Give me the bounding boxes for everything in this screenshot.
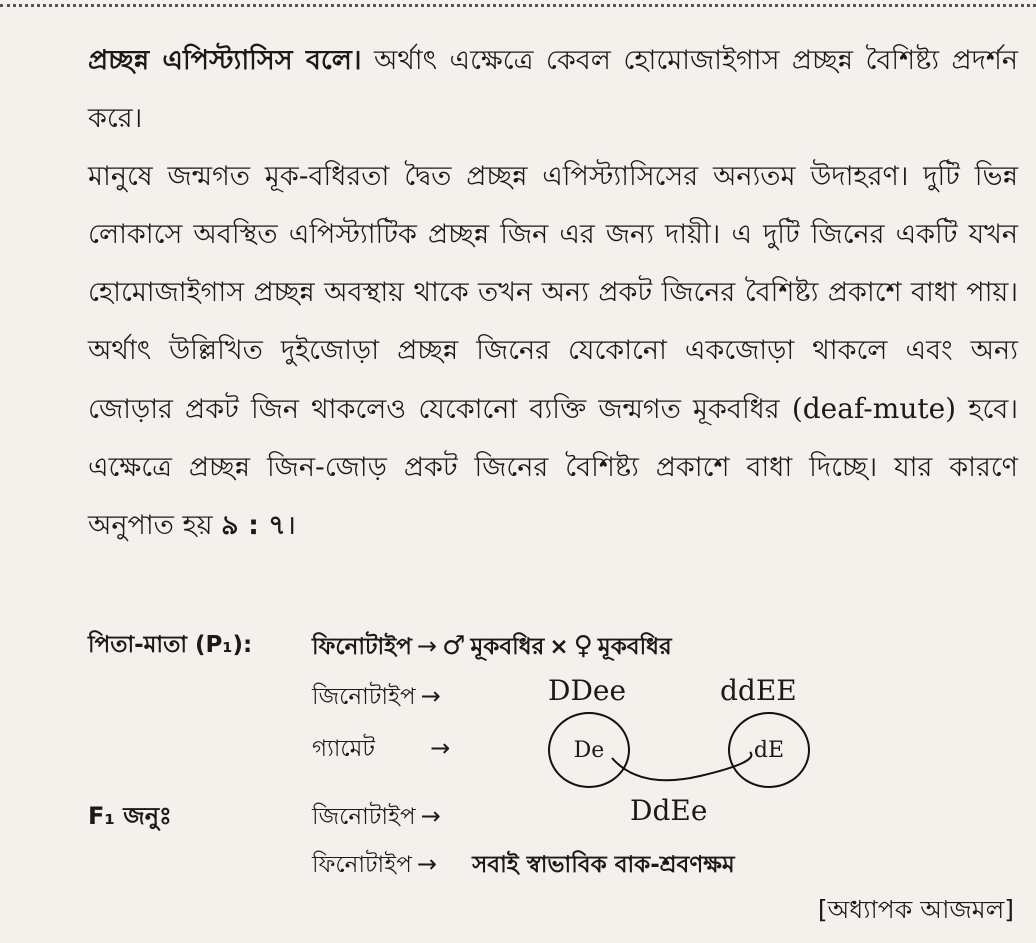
arrow-icon: → [420, 682, 441, 710]
male-symbol: ♂ [442, 631, 466, 661]
f1-genotype-row [312, 798, 441, 837]
f1-phenotype-label: ফিনোটাইপ [312, 852, 412, 878]
arrow-icon: → [430, 734, 451, 762]
deaf-mute-text-1: মানুষে জন্মগত মূক-বধিরতা দ্বৈত প্রচ্ছন্ন এপিস্ট্যাসিসের অন্যতম উদাহরণ। দুটি ভিন্ন লোকাসে অবস্থিত এপিস্ট্যাটিক প্রচ্ছন্ন জিন এর জন্য দায়ী। এ দুটি জিনের একটি যখন হোমোজাইগাস প্রচ্ছন্ন অবস্থায় থাকে তখন অন্য প্রকট জিনের বৈশিষ্ট্য প্রকাশে বাধা পায়। অর্থাৎ উল্লিখিত দুইজোড়া প্রচ্ছন্ন জিনের যেকোনো একজোড়া থাকলে এবং অন্য জোড়ার প্রকট জিন থাকলেও যেকোনো ব্যক্তি জন্মগত মূকবধির [88, 161, 1018, 425]
female-phenotype: মূকবধির [597, 634, 672, 660]
arrow-icon: → [416, 632, 438, 660]
gamete-label: গ্যামেট [312, 736, 375, 762]
ratio-value: ৯ : ৭ [221, 510, 286, 541]
female-genotype: ddEE [720, 674, 797, 707]
female-gamete-circle: dE [728, 712, 810, 788]
citation: [অধ্যাপক আজমল] [817, 895, 1014, 924]
f1-phenotype-row [312, 846, 735, 885]
f1-genotype: DdEe [630, 794, 708, 827]
intro-rest: অর্থাৎ এক্ষেত্রে কেবল হোমোজাইগাস প্রচ্ছন্ন বৈশিষ্ট্য প্রদর্শন করে। [88, 45, 1018, 134]
male-phenotype: মূকবধির [470, 634, 545, 660]
female-symbol: ♀ [573, 631, 593, 661]
arrow-icon: → [416, 850, 438, 878]
ratio-end: । [285, 510, 297, 541]
deaf-mute-text-2: হবে। এক্ষেত্রে প্রচ্ছন্ন জিন-জোড় প্রকট জিনের বৈশিষ্ট্য প্রকাশে বাধা দিচ্ছে। যার কারণে অনুপাত হয় [88, 394, 1018, 541]
parents-label: পিতা-মাতা (P₁): [88, 632, 253, 658]
arrow-icon: → [420, 802, 441, 830]
f1-label-wrap [88, 798, 172, 838]
cross-symbol: × [549, 634, 569, 660]
f1-label: F₁ জনুঃ [88, 802, 172, 830]
intro-lead: প্রচ্ছন্ন এপিস্ট্যাসিস বলে। [88, 45, 362, 76]
f1-genotype-label: জিনোটাইপ [312, 804, 416, 830]
deaf-mute-english: (deaf-mute) [791, 392, 957, 425]
phenotype-label: ফিনোটাইপ [312, 634, 412, 660]
f1-phenotype: সবাই স্বাভাবিক বাক-শ্রবণক্ষম [472, 852, 735, 878]
genotype-label: জিনোটাইপ [312, 684, 416, 710]
male-gamete-circle: De [548, 712, 630, 788]
male-genotype: DDee [548, 674, 627, 707]
